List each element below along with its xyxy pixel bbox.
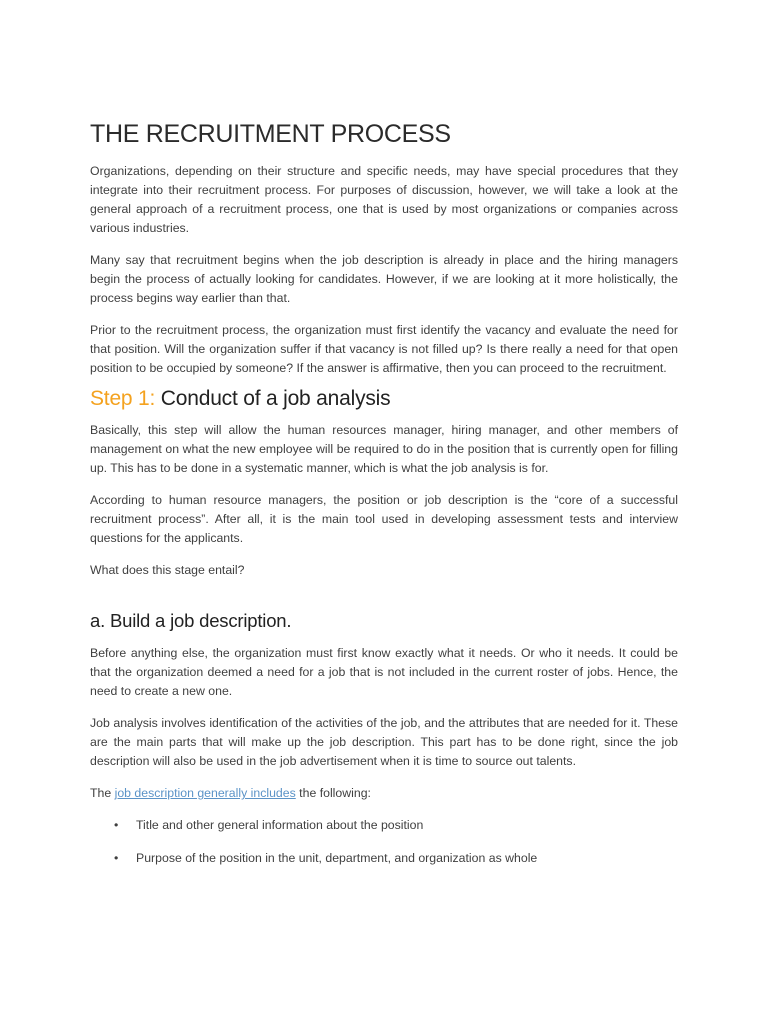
step-1-paragraph-1: Basically, this step will allow the human resources manager, hiring manager, and other members of management on what the new employee will be required to do in the position that is currently open for filling up. This has to be done in a systematic manner, which is what the job analysis is for. <box>90 423 678 475</box>
list-item <box>90 816 678 835</box>
includes-prefix: The <box>90 786 115 800</box>
list-item-text: Purpose of the position in the unit, department, and organization as whole <box>136 851 538 865</box>
intro-paragraph-3: Prior to the recruitment process, the organization must first identify the vacancy and evaluate the need for that position. Will the organization suffer if that vacancy is not filled up? Is there really a need for that open position to be occupied by someone? If the answer is affirmative, then you can proceed to the recruitment. <box>90 323 678 375</box>
list-item-text: Title and other general information about the position <box>136 818 424 832</box>
step-1-paragraph-2: According to human resource managers, the position or job description is the “core of a successful recruitment process”. After all, it is the main tool used in developing assessment tests and interview questions for the applicants. <box>90 493 678 545</box>
includes-paragraph <box>90 784 678 803</box>
bullet-icon: • <box>114 818 119 832</box>
step-1-title: Conduct of a job analysis <box>155 387 391 410</box>
section-a-paragraph-2: Job analysis involves identification of the activities of the job, and the attributes that are needed for it. These are the main parts that will make up the job description. This part has to be done right, since the job description will also be used in the job advertisement when it is time to source out talents. <box>90 716 678 768</box>
includes-list <box>90 816 678 868</box>
section-a-heading: a. Build a job description. <box>90 610 292 631</box>
section-a-paragraph-1: Before anything else, the organization must first know exactly what it needs. Or who it needs. It could be that the organization deemed a need for a job that is not included in the current roster of jobs. Hence, the need to create a new one. <box>90 646 678 698</box>
step-1-label: Step 1: <box>90 387 156 410</box>
intro-paragraph-1: Organizations, depending on their structure and specific needs, may have special procedures that they integrate into their recruitment process. For purposes of discussion, however, we will take a look at the general approach of a recruitment process, one that is used by most organizations or companies across various industries. <box>90 164 678 235</box>
step-1-paragraph-3: What does this stage entail? <box>90 563 245 577</box>
step-1-heading <box>90 385 678 413</box>
intro-paragraph-2: Many say that recruitment begins when the job description is already in place and the hiring managers begin the process of actually looking for candidates. However, if we are looking at it more holistically, the process begins way earlier than that. <box>90 253 678 305</box>
list-item <box>90 849 678 868</box>
document-page <box>90 118 678 882</box>
page-title: THE RECRUITMENT PROCESS <box>90 120 451 148</box>
job-description-link[interactable]: job description generally includes <box>114 786 296 800</box>
bullet-icon: • <box>114 851 119 865</box>
includes-suffix: the following: <box>295 786 371 800</box>
